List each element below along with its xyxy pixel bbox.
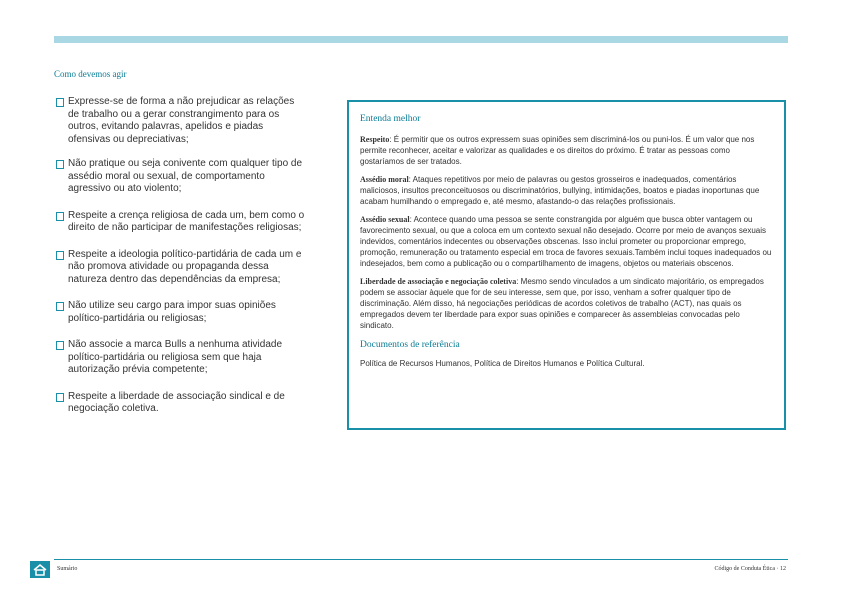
checkbox-bullet-icon [56, 98, 64, 107]
page-number: Código de Conduta Ética · 12 [714, 566, 786, 572]
definition-item: Assédio sexual: Acontece quando uma pessoa se sente constrangida por alguém que busca obter vantagem ou favorecimento sexual, ou que a coloca em um contexto sexual não desejado. Ocorre por meio de avanços sexuais indevidos, comentários indecentes ou observações obscenas. Isso inclui prometer ou proporcionar emprego, promoção, remuneração ou tratamento especial em troca de favores sexuais.Também inclui toques inadequados ou indesejados, bem como a publicação ou o compartilhamento de imagens, objetos ou materiais obscenos. [360, 215, 772, 268]
summary-link[interactable]: Sumário [57, 566, 78, 572]
home-icon [30, 561, 50, 578]
checkbox-bullet-icon [56, 160, 64, 169]
list-item: Respeite a liberdade de associação sindical e de negociação coletiva. [56, 391, 306, 416]
list-item: Não associe a marca Bulls a nenhuma atividade político-partidária ou religiosa sem que haja autorização prévia competente; [56, 339, 306, 377]
checkbox-bullet-icon [56, 302, 64, 311]
checkbox-bullet-icon [56, 212, 64, 221]
list-item: Não utilize seu cargo para impor suas opiniões político-partidária ou religiosas; [56, 300, 306, 325]
definition-item: Respeito: É permitir que os outros expressem suas opiniões sem discriminá-los ou puni-los. É um valor que nos permite reconhecer, aceitar e valorizar as qualidades e os direitos do próximo. É tratar as pessoas como gostaríamos de ser tratados. [360, 135, 755, 166]
section-title: Como devemos agir [54, 69, 127, 79]
list-item: Não pratique ou seja conivente com qualquer tipo de assédio moral ou sexual, de comportamento agressivo ou ato violento; [56, 158, 306, 196]
checkbox-bullet-icon [56, 251, 64, 260]
list-item: Expresse-se de forma a não prejudicar as relações de trabalho ou a gerar constrangimento para os outros, evitando palavras, apelidos e piadas ofensivas ou depreciativas; [56, 96, 306, 146]
definitions-panel [347, 100, 786, 430]
list-item: Respeite a crença religiosa de cada um, bem como o direito de não participar de manifestações religiosas; [56, 210, 306, 235]
panel-title: Entenda melhor [360, 114, 421, 124]
reference-docs-text: Política de Recursos Humanos, Política de Direitos Humanos e Política Cultural. [360, 359, 645, 368]
top-accent-bar [54, 36, 788, 43]
home-button[interactable] [30, 561, 50, 578]
conduct-list [56, 96, 306, 416]
checkbox-bullet-icon [56, 341, 64, 350]
definition-item: Liberdade de associação e negociação coletiva: Mesmo sendo vinculados a um sindicato majoritário, os empregados podem se associar àquele que for de seu interesse, sem que, por isso, venham a sofrer qualquer tipo de discriminação. Além disso, há negociações periódicas de acordos coletivos de trabalho (ACT), nas quais os empregados devem ter liberdade para expor suas opiniões e comparecer às assembleias convocadas pelo sindicato. [360, 277, 764, 330]
definition-item: Assédio moral: Ataques repetitivos por meio de palavras ou gestos grosseiros e inadequados, comentários maliciosos, insultos preconceituosos ou discriminatórios, bullying, intimidações, boatos e piadas inoportunas que acabam humilhando o empregado e, até mesmo, afastando-o das relações profissionais. [360, 175, 760, 206]
footer-divider [54, 559, 788, 560]
checkbox-bullet-icon [56, 393, 64, 402]
list-item: Respeite a ideologia político-partidária de cada um e não promova atividade ou propaganda dessa natureza dentro das dependências da empresa; [56, 249, 306, 287]
reference-docs-title: Documentos de referência [360, 340, 460, 350]
